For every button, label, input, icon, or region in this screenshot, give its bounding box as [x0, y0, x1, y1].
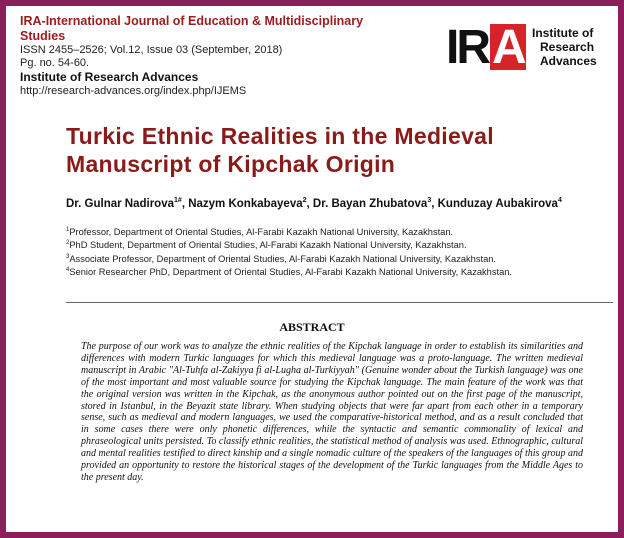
- affiliation-mark: 4: [66, 267, 70, 274]
- author-mark: 4: [557, 197, 562, 204]
- affiliation-list: [66, 225, 546, 279]
- author-name: Kunduzay Aubakirova: [437, 197, 558, 210]
- logo-text-line2: Research: [540, 40, 595, 54]
- journal-issn: ISSN 2455–2526; Vol.12, Issue 03 (September, 2018): [20, 44, 283, 56]
- affiliation-text: Senior Researcher PhD, Department of Oriental Studies, Al-Farabi Kazakh National University, Kazakhstan.: [69, 267, 513, 278]
- journal-url[interactable]: http://research-advances.org/index.php/IJEMS: [20, 85, 247, 97]
- author-mark: 1#: [174, 197, 182, 204]
- affiliation-mark: 2: [66, 240, 70, 247]
- author-name: Dr. Gulnar Nadirova: [66, 197, 175, 210]
- ira-logo: [446, 18, 611, 78]
- abstract-text: The purpose of our work was to analyze the ethnic realities of the Kipchak language in order to establish its similarities and differences with modern Turkic languages for which this medieval language was a proto-language. The written medieval manuscript in Arabic ''Al-Tuhfa al-Zakiyya fi al-Lugha al-Turkiyyah'' (Genuine wonder about the Turkish language) was one of the most important and most valuable source for studying the Kipchak language. The main feature of the work was that the original version was written in the Kipchak, as the anonymous author pointed out on the first page of the manuscript, stored in Istanbul, in the Beyazit state library. When studying objects that were far apart from each other in a temporary sense, such as medieval and modern languages, we used the comparative-historical method, and as a result concluded that in some cases there were only phonetic differences, while the syntactic and semantic commonality of lexical and phraseological units persisted. To classify ethnic realities, the statistical method of analysis was used. Ethnographic, cultural and mental realities testified to direct kinship and a single nomadic culture of the speakers of the languages of this group and provided an opportunity to restore the historical stages of the development of the Turkic languages from the Middle Ages to the present day.: [81, 341, 583, 483]
- affiliation-item: [66, 225, 546, 238]
- logo-text-line3: Advances: [540, 54, 597, 68]
- affiliation-text: PhD Student, Department of Oriental Studies, Al-Farabi Kazakh National University, Kazakhstan.: [69, 240, 467, 251]
- affiliation-mark: 3: [66, 253, 70, 260]
- logo-text: [532, 26, 597, 68]
- journal-name: IRA-International Journal of Education & Multidisciplinary Studies: [20, 14, 364, 43]
- author-mark: 3: [427, 197, 432, 204]
- logo-ir-letters: IR: [446, 21, 488, 74]
- author-name: Nazym Konkabayeva: [188, 197, 303, 210]
- affiliation-mark: 1: [66, 227, 70, 233]
- logo-a-letter: A: [492, 21, 527, 74]
- affiliation-item: [66, 265, 546, 278]
- document-page: [6, 6, 618, 532]
- journal-publisher: Institute of Research Advances: [20, 70, 199, 84]
- author-name: Dr. Bayan Zhubatova: [312, 197, 428, 210]
- affiliation-item: [66, 238, 546, 251]
- affiliation-text: Professor, Department of Oriental Studies, Al-Farabi Kazakh National University, Kazakhstan.: [69, 227, 454, 238]
- article-title: Turkic Ethnic Realities in the Medieval Manuscript of Kipchak Origin: [66, 123, 494, 177]
- author-list: Dr. Gulnar Nadirova$^{1\#}$, Nazym Konkabayeva$^2$, Dr. Bayan Zhubatova$^3$, Kunduzay Aubakirova$^4$: [66, 197, 562, 210]
- affiliation-item: [66, 252, 546, 265]
- logo-text-line1: Institute of: [532, 26, 594, 40]
- author-mark: 2: [302, 197, 307, 204]
- abstract-heading: ABSTRACT: [279, 320, 345, 334]
- journal-header: [20, 14, 380, 98]
- section-divider: [66, 302, 613, 303]
- affiliation-text: Associate Professor, Department of Oriental Studies, Al-Farabi Kazakh National University, Kazakhstan.: [69, 253, 496, 264]
- journal-pages: Pg. no. 54-60.: [20, 57, 90, 69]
